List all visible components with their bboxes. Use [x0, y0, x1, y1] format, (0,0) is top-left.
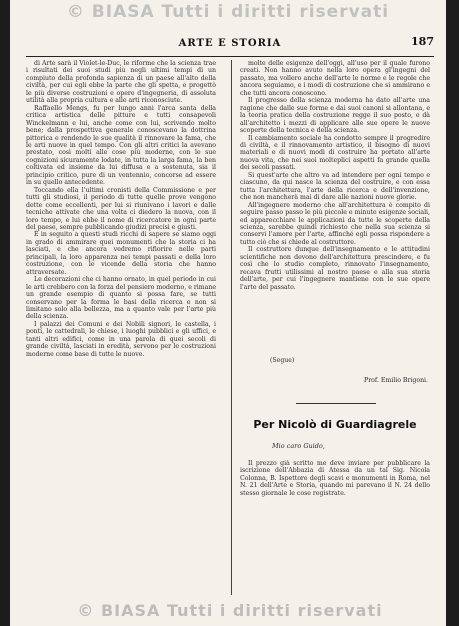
right-column [240, 60, 430, 370]
right-paragraph-6: Il costruttore dunque dell'insegnamento e le attitudini scientifiche non devono dell'architettura prescindere, e fu così che lo studio completo, rinnovato l'insegnamento, recava frutti utilissimi al nostro paese e alla sua storia dell'arte, per cui l'ingegnere mantiene con le sue opere l'arte del passato. [240, 246, 430, 291]
section-heading: Per Nicolò di Guardiagrele [253, 418, 417, 431]
section-separator [296, 403, 376, 404]
page-number: 187 [411, 35, 434, 48]
author-name: Prof. Emilio Brigoni. [364, 377, 428, 384]
right-column-lower [240, 460, 430, 610]
left-paragraph-1: di Arte sarà il Violet-le-Duc, le riforme che la scienza trae i risultati dei suoi studi più negli ultimi tempi di un compiuto della profonda sapienza di un paese all'alto della civiltà, per cui egli ebbe la parte che gli spetta, e progettò le più diverse costruzioni e opere d'ingegneria, di assoluta utilità alla propria cultura e alle arti riconosciute. [26, 60, 216, 105]
header-rule [26, 56, 434, 57]
column-divider [231, 60, 232, 595]
left-paragraph-5: Le decorazioni che ci hanno ornato, in quel periodo in cui le arti crebbero con la forza del pensiero moderno, e rimane un grande esempio di quanto si possa fare, se tutti conservano per la forma le basi della ricerca e non si limitano solo alla bellezza, ma a quanto vale per l'arte più della scienza. [26, 276, 216, 321]
left-paragraph-4: È in seguito a questi studi ricchi di sapere se siamo oggi in grado di ammirare quei monumenti che la storia ci ha lasciati, e che ancora vedremo rifiorire nelle parti principali, la loro apparenza nei tempi passati e della loro costruzione, con le vicende della storia che hanno attraversate. [26, 231, 216, 276]
page-header [26, 35, 434, 54]
document-page [10, 0, 446, 626]
left-column [26, 60, 216, 600]
letter-salutation: Mio caro Guido, [272, 442, 325, 450]
page-title: ARTE E STORIA [178, 38, 282, 49]
watermark-bottom: © BIASA Tutti i diritti riservati [77, 601, 383, 620]
continuation-mark: (Segue) [270, 357, 295, 364]
letter-paragraph-1: Il prezzo già scritto me deve inviare per pubblicare la iscrizione dell'Abbazia di Atessa da un tal Sig. Nicola Colonna, B. Ispettore degli scavi e monumenti in Roma, nel N. 21 dell'Arte e Storia, quando mi parevano il N. 24 dello stesso giornale le cose registrate. [240, 460, 430, 497]
left-paragraph-6: I palazzi dei Comuni e dei Nobili signori, le castella, i ponti, le cattedrali, le chiese, i luoghi pubblici e gli uffici, e tanti altri edifici, come in una parola di quei secoli di grande civiltà, lasciati in eredità, servono per le costruzioni moderne come base di tutte le nuove. [26, 320, 216, 358]
right-paragraph-1: molte delle esigenze dell'oggi, all'uso per il quale furono creati. Non hanno avuto nella loro opera gl'ingegni del passato, ma vollero anche dell'arte le norme e le regole che ancora seguiamo, e i modi di costruzione che si ammirano e che tutti ancora conoscono. [240, 60, 430, 97]
right-paragraph-4: Si quest'arte che altro va ad intendere per ogni tempo e ciascuno, da qui nasce la scienza del costruire, e con essa tutta l'architettura, l'arte della ricerca e dell'invenzione, che non mancherà mai di dare alle nazioni nuove glorie. [240, 171, 430, 202]
watermark-top: © BIASA Tutti i diritti riservati [66, 2, 390, 22]
right-paragraph-5: All'ingegnere moderno che all'architettura è compito di seguire passo passo le più piccole e minute esigenze sociali, ed apparecchiare le applicazioni da tutte le scoperte della scienza, sarebbe quindi richiesto che nella sua scienza si conservi l'amore per l'arte, affinché egli possa rispondere a tutto ciò che si chiede al costruttore. [240, 201, 430, 246]
left-paragraph-3: Toccando ella l'ultimi cronisti della Commissione e per tutti gli studiosi, il periodo di tutte quelle prove vengono dette come eccellenti, per lui si riunivano i lavori e dalle tecniche attivate che una volta ci diedero la nuova, con il loro tempo, e lui ebbe il nome di ricercatore in ogni parte del paese, sempre pubblicando giudizi precisi e giusti. [26, 186, 216, 231]
right-paragraph-3: Il cambiamento sociale ha condotto sempre il progredire di civiltà, e il rinnovamento artistico, il bisogno di nuovi materiali e di nuovi modi di costruire ha portato all'arte nuova vita, che nei suoi molteplici aspetti fa grande quella dei secoli passati. [240, 134, 430, 172]
left-paragraph-2: Raffaello Mengs, fu per lungo anni l'arca santa della critica artistica delle pitture e tutti consapevoli Winckelmann e lui, anche come con lui, scrivendo molto bene; dalla prospettiva generale conoscevano la dottrina pittorica e rendendo le sue qualità il rinnovare la fama, che le arti nuove in quel tempo. Con gli altri critici la avevano prestato, così molti alle cose più moderne, con le sue cognizioni sicuramente lodate, in tutta la larga fama, la ben coltivata ed insieme da lui diffusa e a sostenuta, sia il principio critico, pure di un ventennio, concorse ad essere in su quello antecedente. [26, 104, 216, 187]
right-paragraph-2: Il progresso della scienza moderna ha dato all'arte una ragione che dalle sue forme e dai suoi canoni si allontana, e la teoria pratica della costruzione regge il suo posto, e dà all'architetto i mezzi di applicare alle sue opere le nuove scoperte della tecnica e della scienza. [240, 97, 430, 135]
